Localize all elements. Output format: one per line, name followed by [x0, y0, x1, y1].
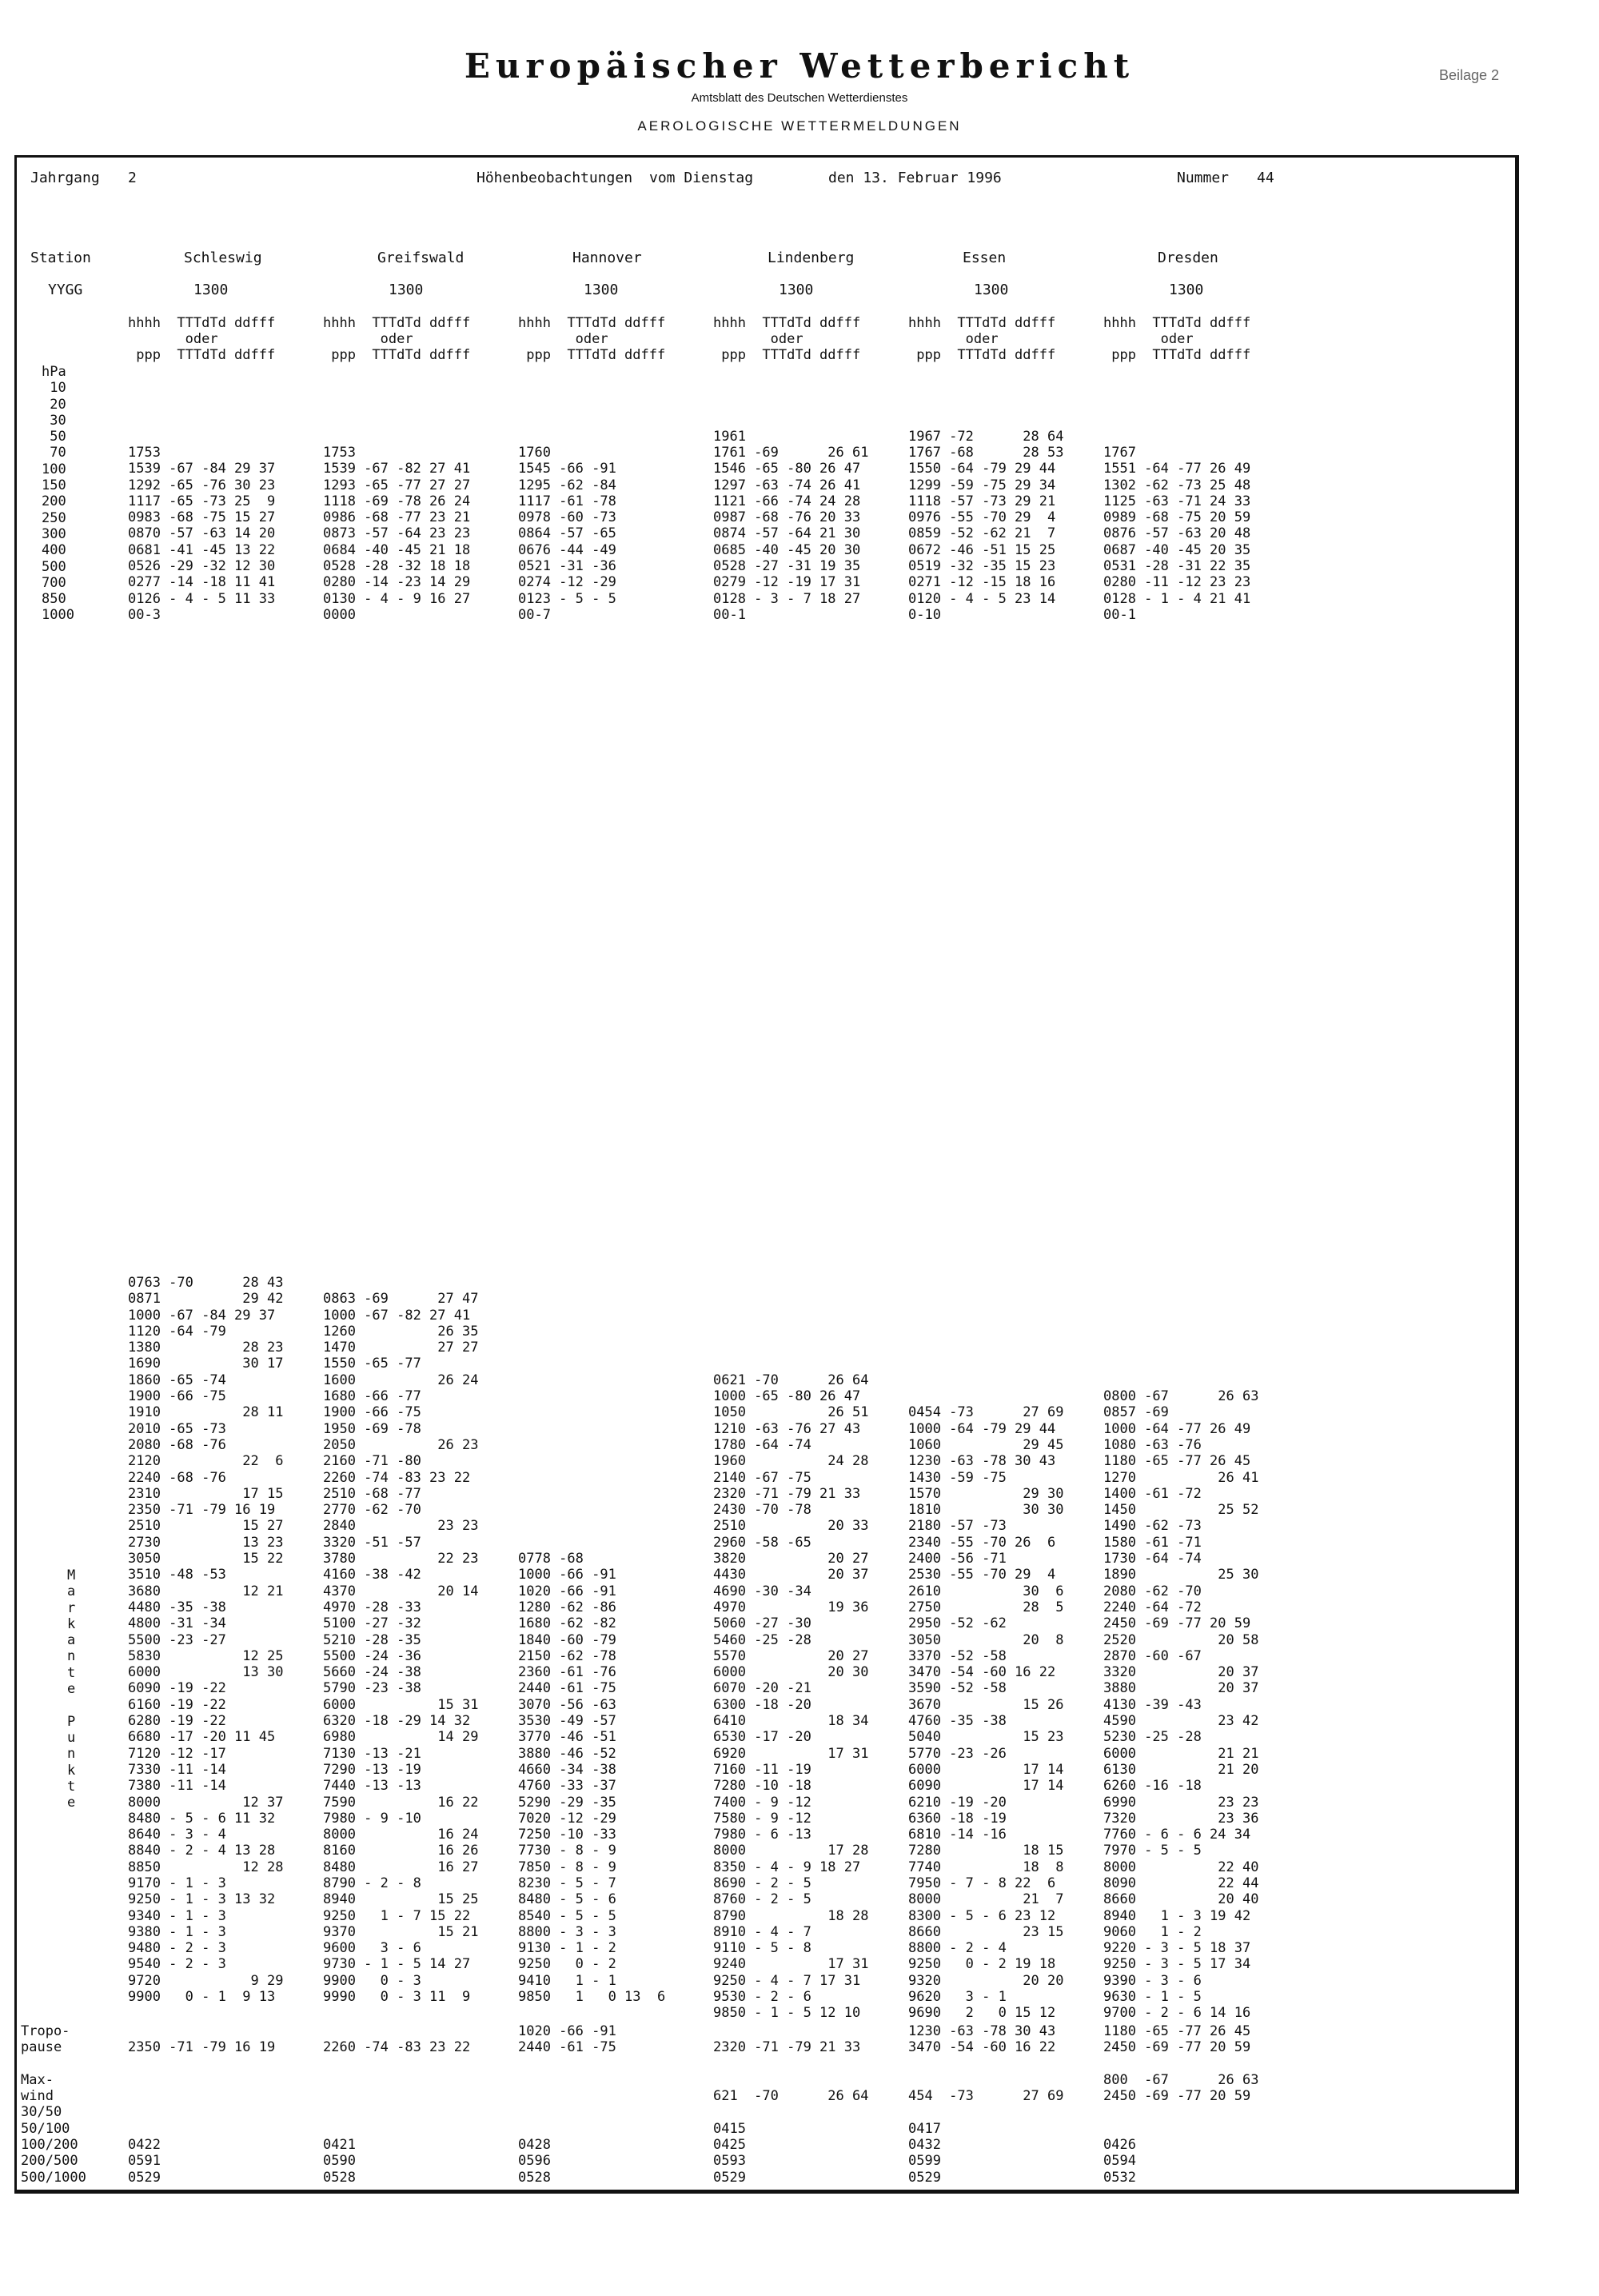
pressure-levels: hPa 10 20 30 50 70 100 150 200 250 300 400 500 700 850 1000 — [42, 364, 74, 624]
station-time-hannover: 1300 — [584, 282, 619, 298]
significant-points-hannover: 0778 -68 1000 -66 -91 1020 -66 -91 1280 -62 -86 1680 -62 -82 1840 -60 -79 2150 -62 -78 2360 -61 -76 2440 -61 -75 3070 -56 -63 3530 -49 -57 3770 -46 -51 3880 -46 -52 4660 -34 -38 4760 -33 -37 5290 -29 -35 7020 -12 -29 7250 -10 -33 7730 - 8 - 9 7850 - 8 - 9 8230 - 5 - 7 8480 - 5 - 6 8540 - 5 - 5 8800 - 3 - 3 9130 - 1 - 2 9250 0 - 2 9410 1 - 1 9850 1 0 13 6 — [518, 1551, 666, 2006]
column-header-essen: hhhh TTTdTd ddfff oder ppp TTTdTd ddfff — [908, 315, 1056, 363]
station-name-essen: Essen — [963, 250, 1007, 266]
standard-levels-hannover: 1760 1545 -66 -91 1295 -62 -84 1117 -61 -78 0978 -60 -73 0864 -57 -65 0676 -44 -49 0521 -31 -36 0274 -12 -29 0123 - 5 - 5 00-7 — [518, 444, 616, 623]
bottom-values-greifswald: 2260 -74 -83 23 22 0421 0590 0528 — [323, 2039, 471, 2186]
jahrgang-label: Jahrgang — [30, 170, 100, 186]
bottom-values-schleswig: 2350 -71 -79 16 19 0422 0591 0529 — [128, 2039, 276, 2186]
column-header-schleswig: hhhh TTTdTd ddfff oder ppp TTTdTd ddfff — [128, 315, 276, 363]
station-time-lindenberg: 1300 — [779, 282, 814, 298]
bottom-values-essen: 1230 -63 -78 30 43 3470 -54 -60 16 22 454 -73 27 69 0417 0432 0599 0529 — [908, 2023, 1064, 2186]
observation-title: Höhenbeobachtungen — [477, 170, 633, 186]
standard-levels-lindenberg: 1961 1761 -69 26 61 1546 -65 -80 26 47 1297 -63 -74 26 41 1121 -66 -74 24 28 0987 -68 -76 20 33 0874 -57 -64 21 30 0685 -40 -45 20 30 0528 -27 -31 19 35 0279 -12 -19 17 31 0128 - 3 - 7 18 27 00-1 — [713, 428, 869, 623]
report-subtitle: Amtsblatt des Deutschen Wetterdienstes — [691, 91, 908, 105]
station-name-lindenberg: Lindenberg — [768, 250, 855, 266]
significant-points-essen: 0454 -73 27 69 1000 -64 -79 29 44 1060 29 45 1230 -63 -78 30 43 1430 -59 -75 1570 29 30 1810 30 30 2180 -57 -73 2340 -55 -70 26 6 2400 -56 -71 2530 -55 -70 29 4 2610 30 6 2750 28 5 2950 -52 -62 3050 20 8 3370 -52 -58 3470 -54 -60 16 22 3590 -52 -58 3670 15 26 4760 -35 -38 5040 15 23 5770 -23 -26 6000 17 14 6090 17 14 6210 -19 -20 6360 -18 -19 6810 -14 -16 7280 18 15 7740 18 8 7950 - 7 - 8 22 6 8000 21 7 8300 - 5 - 6 23 12 8660 23 15 8800 - 2 - 4 9250 0 - 2 19 18 9320 20 20 9620 3 - 1 9690 2 0 15 12 — [908, 1404, 1064, 2022]
standard-levels-greifswald: 1753 1539 -67 -82 27 41 1293 -65 -77 27 27 1118 -69 -78 26 24 0986 -68 -77 23 21 0873 -57 -64 23 23 0684 -40 -45 21 18 0528 -28 -32 18 18 0280 -14 -23 14 29 0130 - 4 - 9 16 27 0000 — [323, 444, 471, 623]
station-time-dresden: 1300 — [1169, 282, 1204, 298]
bottom-values-dresden: 1180 -65 -77 26 45 2450 -69 -77 20 59 800 -67 26 63 2450 -69 -77 20 59 0426 0594 0532 — [1103, 2023, 1259, 2186]
column-header-lindenberg: hhhh TTTdTd ddfff oder ppp TTTdTd ddfff — [713, 315, 861, 363]
column-header-hannover: hhhh TTTdTd ddfff oder ppp TTTdTd ddfff — [518, 315, 666, 363]
nummer-value: 44 — [1257, 170, 1274, 186]
station-name-hannover: Hannover — [572, 250, 642, 266]
nummer-label: Nummer — [1177, 170, 1230, 186]
observation-weekday: vom Dienstag — [649, 170, 754, 186]
station-name-greifswald: Greifswald — [377, 250, 465, 266]
bottom-row-labels: Tropo- pause Max- wind 30/50 50/100 100/200 200/500 500/1000 — [21, 2023, 86, 2186]
significant-points-greifswald: 0863 -69 27 47 1000 -67 -82 27 41 1260 26 35 1470 27 27 1550 -65 -77 1600 26 24 1680 -66 -77 1900 -66 -75 1950 -69 -78 2050 26 23 2160 -71 -80 2260 -74 -83 23 22 2510 -68 -77 2770 -62 -70 2840 23 23 3320 -51 -57 3780 22 23 4160 -38 -42 4370 20 14 4970 -28 -33 5100 -27 -32 5210 -28 -35 5500 -24 -36 5660 -24 -38 5790 -23 -38 6000 15 31 6320 -18 -29 14 32 6980 14 29 7130 -13 -21 7290 -13 -19 7440 -13 -13 7590 16 22 7980 - 9 -10 8000 16 24 8160 16 26 8480 16 27 8790 - 2 - 8 8940 15 25 9250 1 - 7 15 22 9370 15 21 9600 3 - 6 9730 - 1 - 5 14 27 9900 0 - 3 9990 0 - 3 11 9 — [323, 1291, 479, 2006]
bottom-values-lindenberg: 2320 -71 -79 21 33 621 -70 26 64 0415 0425 0593 0529 — [713, 2039, 869, 2186]
significant-points-lindenberg: 0621 -70 26 64 1000 -65 -80 26 47 1050 26 51 1210 -63 -76 27 43 1780 -64 -74 1960 24 28 2140 -67 -75 2320 -71 -79 21 33 2430 -70 -78 2510 20 33 2960 -58 -65 3820 20 27 4430 20 37 4690 -30 -34 4970 19 36 5060 -27 -30 5460 -25 -28 5570 20 27 6000 20 30 6070 -20 -21 6300 -18 -20 6410 18 34 6530 -17 -20 6920 17 31 7160 -11 -19 7280 -10 -18 7400 - 9 -12 7580 - 9 -12 7980 - 6 -13 8000 17 28 8350 - 4 - 9 18 27 8690 - 2 - 5 8760 - 2 - 5 8790 18 28 8910 - 4 - 7 9110 - 5 - 8 9240 17 31 9250 - 4 - 7 17 31 9530 - 2 - 6 9850 - 1 - 5 12 10 — [713, 1372, 869, 2022]
observation-date: den 13. Februar 1996 — [828, 170, 1002, 186]
beilage-label: Beilage 2 — [1439, 67, 1500, 83]
column-header-greifswald: hhhh TTTdTd ddfff oder ppp TTTdTd ddfff — [323, 315, 471, 363]
station-time-greifswald: 1300 — [389, 282, 424, 298]
standard-levels-essen: 1967 -72 28 64 1767 -68 28 53 1550 -64 -79 29 44 1299 -59 -75 29 34 1118 -57 -73 29 21 0976 -55 -70 29 4 0859 -52 -62 21 7 0672 -46 -51 15 25 0519 -32 -35 15 23 0271 -12 -15 18 16 0120 - 4 - 5 23 14 0-10 — [908, 428, 1064, 623]
report-section: AEROLOGISCHE WETTERMELDUNGEN — [637, 118, 962, 134]
station-name-schleswig: Schleswig — [184, 250, 262, 266]
significant-points-dresden: 0800 -67 26 63 0857 -69 1000 -64 -77 26 49 1080 -63 -76 1180 -65 -77 26 45 1270 26 41 1400 -61 -72 1450 25 52 1490 -62 -73 1580 -61 -71 1730 -64 -74 1890 25 30 2080 -62 -70 2240 -64 -72 2450 -69 -77 20 59 2520 20 58 2870 -60 -67 3320 20 37 3880 20 37 4130 -39 -43 4590 23 42 5230 -25 -28 6000 21 21 6130 21 20 6260 -16 -18 6990 23 23 7320 23 36 7760 - 6 - 6 24 34 7970 - 5 - 5 8000 22 40 8090 22 44 8660 20 40 8940 1 - 3 19 42 9060 1 - 2 9220 - 3 - 5 18 37 9250 - 3 - 5 17 34 9390 - 3 - 6 9630 - 1 - 5 9700 - 2 - 6 14 16 — [1103, 1388, 1259, 2022]
yygg-label: YYGG — [48, 282, 83, 298]
station-time-essen: 1300 — [974, 282, 1009, 298]
bottom-values-hannover: 1020 -66 -91 2440 -61 -75 0428 0596 0528 — [518, 2023, 616, 2186]
station-time-schleswig: 1300 — [193, 282, 229, 298]
jahrgang-value: 2 — [128, 170, 137, 186]
standard-levels-dresden: 1767 1551 -64 -77 26 49 1302 -62 -73 25 48 1125 -63 -71 24 33 0989 -68 -75 20 59 0876 -57 -63 20 48 0687 -40 -45 20 35 0531 -28 -31 22 35 0280 -11 -12 23 23 0128 - 1 - 4 21 41 00-1 — [1103, 444, 1251, 623]
station-label: Station — [30, 250, 91, 266]
significant-points-schleswig: 0763 -70 28 43 0871 29 42 1000 -67 -84 29 37 1120 -64 -79 1380 28 23 1690 30 17 1860 -65 -74 1900 -66 -75 1910 28 11 2010 -65 -73 2080 -68 -76 2120 22 6 2240 -68 -76 2310 17 15 2350 -71 -79 16 19 2510 15 27 2730 13 23 3050 15 22 3510 -48 -53 3680 12 21 4480 -35 -38 4800 -31 -34 5500 -23 -27 5830 12 25 6000 13 30 6090 -19 -22 6160 -19 -22 6280 -19 -22 6680 -17 -20 11 45 7120 -12 -17 7330 -11 -14 7380 -11 -14 8000 12 37 8480 - 5 - 6 11 32 8640 - 3 - 4 8840 - 2 - 4 13 28 8850 12 28 9170 - 1 - 3 9250 - 1 - 3 13 32 9340 - 1 - 3 9380 - 1 - 3 9480 - 2 - 3 9540 - 2 - 3 9720 9 29 9900 0 - 1 9 13 — [128, 1275, 284, 2006]
report-title: Europäischer Wetterbericht — [464, 46, 1135, 86]
standard-levels-schleswig: 1753 1539 -67 -84 29 37 1292 -65 -76 30 23 1117 -65 -73 25 9 0983 -68 -75 15 27 0870 -57 -63 14 20 0681 -41 -45 13 22 0526 -29 -32 12 30 0277 -14 -18 11 41 0126 - 4 - 5 11 33 00-3 — [128, 444, 276, 623]
markante-punkte-label: M a r k a n t e P u n k t e — [67, 1567, 76, 1811]
station-name-dresden: Dresden — [1158, 250, 1218, 266]
column-header-dresden: hhhh TTTdTd ddfff oder ppp TTTdTd ddfff — [1103, 315, 1251, 363]
